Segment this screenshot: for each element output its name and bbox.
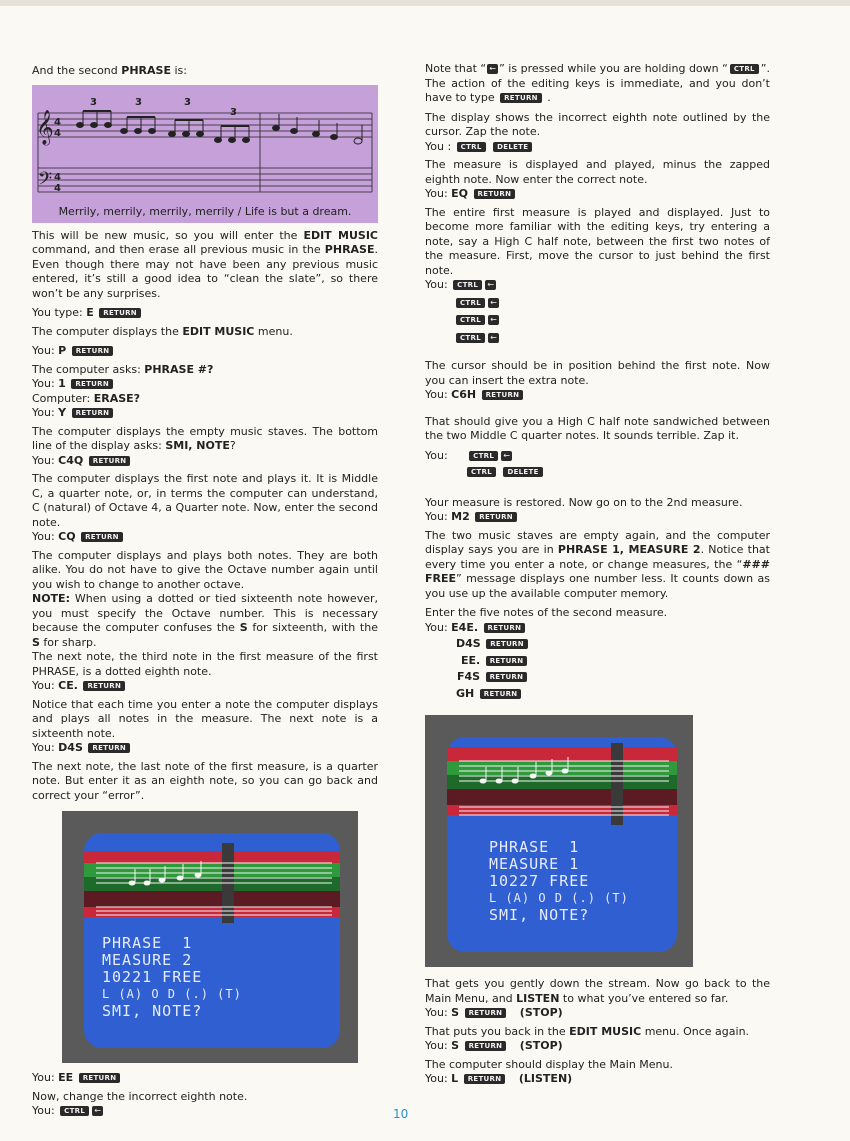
return-key: RETURN: [482, 390, 524, 400]
paragraph: That should give you a High C half note sandwiched between the two Middle C quarter notes. It sounds terrible. Zap it.: [425, 414, 770, 442]
ctrl-key: CTRL: [730, 64, 759, 74]
you-line: You: CQ RETURN: [32, 530, 378, 545]
return-key: RETURN: [475, 512, 517, 522]
you-line: You: C4Q RETURN: [32, 454, 378, 469]
return-key: RETURN: [500, 93, 542, 103]
return-key: RETURN: [72, 346, 114, 356]
key-combo: [454, 296, 770, 311]
paragraph: The measure is displayed and played, minus the zapped eighth note. Now enter the correct note.: [425, 158, 770, 186]
treble-clef-icon: 𝄞: [36, 109, 54, 145]
you-line: You: CE. RETURN: [32, 679, 378, 694]
paragraph: The computer displays the first note and plays it. It is Middle C, a quarter note, or, in terms the computer can understand, C (natural) of Octave 4, a Quarter note. Now, enter the second note.: [32, 472, 378, 529]
you-line: You: EQ RETURN: [425, 187, 770, 202]
bass-time-sig-bottom: 4: [54, 182, 61, 194]
paragraph: Notice that each time you enter a note the computer displays and plays all notes in the measure. The next note is a sixteenth note.: [32, 697, 378, 740]
you-line: You: P RETURN: [32, 344, 378, 359]
return-key: RETURN: [465, 1008, 507, 1018]
screen-line: PHRASE 1: [102, 934, 193, 952]
you-line: You: D4S RETURN: [32, 741, 378, 756]
paragraph: The computer displays and plays both notes. They are both alike. You do not have to give the Octave number again until you wish to change to another octave.: [32, 548, 378, 591]
left-column: [32, 64, 378, 1123]
paragraph: The two music staves are empty again, and the computer display says you are in PHRASE 1, MEASURE 2. Notice that every time you enter a note, or change measures, the “### FREE” message displays one number less. It counts down as you use up the available computer memory.: [425, 528, 770, 600]
paragraph: The next note, the third note in the first measure of the first PHRASE, is a dotted eighth note.: [32, 650, 378, 678]
return-key: RETURN: [486, 639, 528, 649]
tv-screen-2: [425, 715, 693, 967]
ctrl-key: CTRL: [60, 1106, 89, 1116]
you-line: You : CTRL DELETE: [425, 140, 770, 155]
return-key: RETURN: [71, 379, 113, 389]
key-combo: [454, 313, 770, 328]
page-number: 10: [393, 1107, 409, 1121]
paragraph: The computer should display the Main Menu.: [425, 1057, 673, 1071]
you-line: You: L RETURN (LISTEN): [425, 1072, 573, 1085]
paragraph: The computer displays the empty music staves. The bottom line of the display asks: SMI, NOTE?: [32, 424, 378, 452]
you-line: You: E4E. RETURN: [425, 621, 770, 636]
delete-key: DELETE: [493, 142, 532, 152]
key-combo: [465, 465, 770, 480]
paragraph: The computer displays the EDIT MUSIC menu.: [32, 324, 293, 338]
return-key: RETURN: [486, 672, 528, 682]
you-line: You: M2 RETURN: [425, 510, 770, 525]
return-key: RETURN: [81, 532, 123, 542]
computer-line: Computer: ERASE?: [32, 391, 141, 405]
you-type-line: You type: E RETURN: [32, 306, 378, 321]
ctrl-key: CTRL: [456, 298, 485, 308]
note-entry: GH RETURN: [456, 687, 770, 702]
screen-line: 10227 FREE: [489, 872, 590, 890]
screen-line: L (A) O D (.) (T): [102, 987, 242, 1001]
you-line: You: Y RETURN: [32, 406, 378, 421]
screen-line: MEASURE 2: [102, 951, 193, 969]
left-arrow-key: ←: [488, 298, 499, 308]
you-line: You: C6H RETURN: [425, 388, 770, 403]
tv-screen-1: [62, 811, 358, 1063]
return-key: RETURN: [464, 1074, 506, 1084]
return-key: RETURN: [89, 456, 131, 466]
ctrl-key: CTRL: [467, 467, 496, 477]
ctrl-key: CTRL: [456, 315, 485, 325]
note-paragraph: NOTE: When using a dotted or tied sixteenth note however, you must specify the Octave number. This is necessary because the computer confuses the S for sixteenth, with the S for sharp.: [32, 592, 378, 649]
left-arrow-key: ←: [92, 1106, 103, 1116]
note-entry: EE. RETURN: [461, 654, 770, 669]
screen-line: L (A) O D (.) (T): [489, 891, 629, 905]
left-arrow-key: ←: [485, 280, 496, 290]
return-key: RETURN: [480, 689, 522, 699]
paragraph: The cursor should be in position behind the first note. Now you can insert the extra note.: [425, 359, 770, 387]
triplet-mark: 3: [135, 96, 142, 108]
return-key: RETURN: [83, 681, 125, 691]
return-key: RETURN: [72, 408, 114, 418]
paragraph: Note that “ ← ” is pressed while you are holding down “ CTRL ”. The action of the editing keys is immediate, and you don’t have to type RETURN .: [425, 62, 770, 104]
paragraph: Your measure is restored. Now go on to the 2nd measure.: [425, 495, 743, 509]
top-edge: [0, 0, 850, 6]
paragraph: This will be new music, so you will enter the EDIT MUSIC command, and then erase all previous music in the PHRASE. Even though there may not have been any previous music entered, it’s still a good idea to “clean the slate”, so there won’t be any surprises.: [32, 228, 378, 300]
paragraph: That puts you back in the EDIT MUSIC menu. Once again.: [425, 1024, 750, 1038]
you-line: You: 1 RETURN: [32, 377, 378, 392]
bass-time-sig-top: 4: [54, 171, 61, 183]
bass-clef-icon: 𝄢: [38, 168, 53, 194]
key-combo: [454, 331, 770, 346]
left-arrow-key: ←: [488, 333, 499, 343]
paragraph: Enter the five notes of the second measure.: [425, 606, 668, 619]
triplet-mark: 3: [230, 106, 237, 118]
return-key: RETURN: [79, 1073, 121, 1083]
time-sig-top: 4: [54, 116, 61, 128]
return-key: RETURN: [99, 308, 141, 318]
left-arrow-key: ←: [487, 64, 498, 74]
triplet-mark: 3: [184, 96, 191, 108]
ctrl-key: CTRL: [453, 280, 482, 290]
screen-line: SMI, NOTE?: [489, 906, 590, 924]
paragraph: The computer asks: PHRASE #?: [32, 362, 214, 376]
you-line: You: CTRL ←: [32, 1104, 378, 1119]
screen-line: 10221 FREE: [102, 968, 203, 986]
paragraph: The next note, the last note of the first measure, is a quarter note. But enter it as an eighth note, so you can go back and correct your “error”.: [32, 759, 378, 802]
music-score: [32, 85, 378, 223]
paragraph: The display shows the incorrect eighth note outlined by the cursor. Zap the note.: [425, 110, 770, 138]
triplet-mark: 3: [90, 96, 97, 108]
you-line: You: CTRL ←: [425, 449, 770, 464]
return-key: RETURN: [486, 656, 528, 666]
music-staff-drawing: [32, 85, 378, 223]
note-entry: D4S RETURN: [456, 637, 770, 652]
ctrl-key: CTRL: [456, 333, 485, 343]
return-key: RETURN: [484, 623, 526, 633]
notes-group: [77, 111, 363, 144]
you-line: You: S RETURN (STOP): [425, 1006, 563, 1019]
time-sig-bottom: 4: [54, 127, 61, 139]
right-column: [425, 62, 770, 1091]
screen-line: SMI, NOTE?: [102, 1002, 203, 1020]
you-line: You: CTRL ←: [425, 278, 770, 293]
ctrl-key: CTRL: [469, 451, 498, 461]
you-line: You: S RETURN (STOP): [425, 1039, 563, 1052]
paragraph: The entire first measure is played and displayed. Just to become more familiar with the editing keys, try entering a note, say a High C half note, between the first two notes of the measure. First, move the cursor to just behind the first note.: [425, 205, 770, 277]
music-caption: Merrily, merrily, merrily, merrily / Life is but a dream.: [58, 205, 352, 218]
screen-line: MEASURE 1: [489, 855, 580, 873]
return-key: RETURN: [88, 743, 130, 753]
note-entry: F4S RETURN: [457, 670, 770, 685]
paragraph: That gets you gently down the stream. Now go back to the Main Menu, and LISTEN to what you’ve entered so far.: [425, 977, 770, 1005]
left-arrow-key: ←: [501, 451, 512, 461]
intro-line: And the second PHRASE is:: [32, 64, 187, 77]
return-key: RETURN: [474, 189, 516, 199]
delete-key: DELETE: [503, 467, 542, 477]
left-arrow-key: ←: [488, 315, 499, 325]
return-key: RETURN: [465, 1041, 507, 1051]
ctrl-key: CTRL: [457, 142, 486, 152]
paragraph: Now, change the incorrect eighth note.: [32, 1089, 248, 1103]
you-line: You: EE RETURN: [32, 1071, 378, 1086]
screen-line: PHRASE 1: [489, 838, 580, 856]
